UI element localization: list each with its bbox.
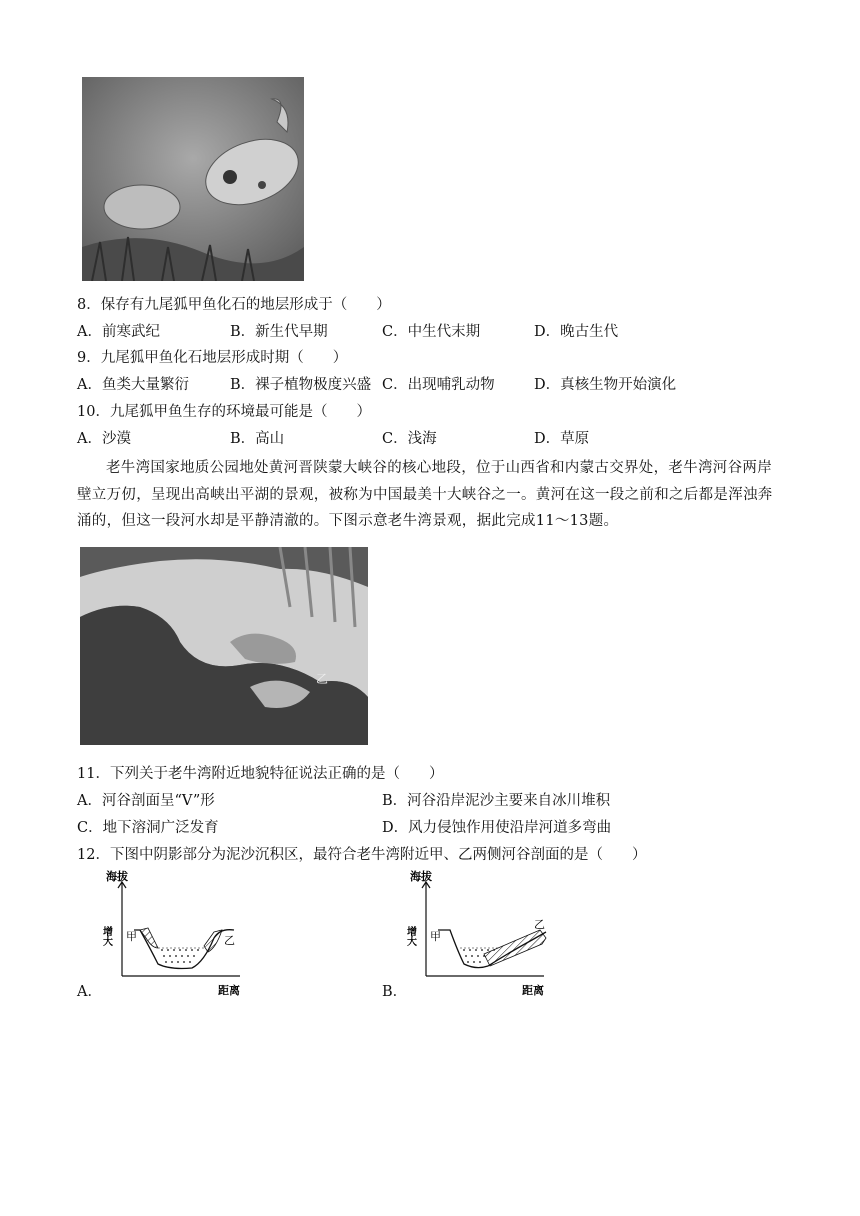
diagram-b-left-label: 甲 [430,930,441,943]
question-12-option-b: B． [382,984,408,1000]
question-10-option-b: B．高山 [230,431,285,447]
diagram-b-right-label: 乙 [534,918,545,931]
question-9-option-d: D．真核生物开始演化 [534,377,677,393]
profile-diagram-a [100,868,250,1000]
question-8-stem: 8．保存有九尾狐甲鱼化石的地层形成于（ ） [77,297,391,313]
question-11-option-c: C．地下溶洞广泛发育 [77,820,219,836]
question-10-stem: 10．九尾狐甲鱼生存的环境最可能是（ ） [77,404,371,420]
question-10-option-c: C．浅海 [382,431,437,447]
question-8-option-c: C．中生代末期 [382,324,481,340]
diagram-a-y-label: 海拔 [106,870,128,883]
diagram-b-x-label: 距离 [522,984,544,997]
diagram-a-left-label: 甲 [126,930,137,943]
question-8-option-d: D．晚古生代 [534,324,619,340]
question-9-option-b: B．裸子植物极度兴盛 [230,377,372,393]
question-9-option-a: A．鱼类大量繁衍 [77,377,189,393]
question-10-option-a: A．沙漠 [77,431,131,447]
question-11-option-d: D．风力侵蚀作用使沿岸河道多弯曲 [382,820,612,836]
question-11-option-a: A．河谷剖面呈“V”形 [77,793,215,809]
diagram-b-y-label: 海拔 [410,870,432,883]
diagram-a-right-label: 乙 [224,934,235,947]
question-11-stem: 11．下列关于老牛湾附近地貌特征说法正确的是（ ） [77,766,444,782]
question-9-stem: 9．九尾狐甲鱼化石地层形成时期（ ） [77,350,348,366]
diagram-a-y-arrow-label: 增大 [100,926,112,946]
fossil-photo [82,77,304,281]
profile-diagram-b [404,868,554,1000]
question-12-stem: 12．下图中阴影部分为泥沙沉积区，最符合老牛湾附近甲、乙两侧河谷剖面的是（ ） [77,847,647,863]
question-8-option-a: A．前寒武纪 [77,324,160,340]
question-9-option-c: C．出现哺乳动物 [382,377,495,393]
diagram-b-y-arrow-label: 增大 [404,926,416,946]
photo-label-yi: 乙 [316,672,329,686]
question-10-option-d: D．草原 [534,431,590,447]
diagram-a-x-label: 距离 [218,984,240,997]
passage-text: 老牛湾国家地质公园地处黄河晋陕蒙大峡谷的核心地段，位于山西省和内蒙古交界处，老牛湾河谷两岸壁立万仞，呈现出高峡出平湖的景观，被称为中国最美十大峡谷之一。黄河在这一段之前和之后都是浑浊奔涌的，但这一段河水却是平静清澈的。下图示意老牛湾景观，据此完成11～13题。 [77,460,773,529]
laoniuwan-photo [80,547,368,745]
question-12-option-a: A． [77,984,102,1000]
question-8-option-b: B．新生代早期 [230,324,328,340]
question-11-option-b: B．河谷沿岸泥沙主要来自冰川堆积 [382,793,611,809]
